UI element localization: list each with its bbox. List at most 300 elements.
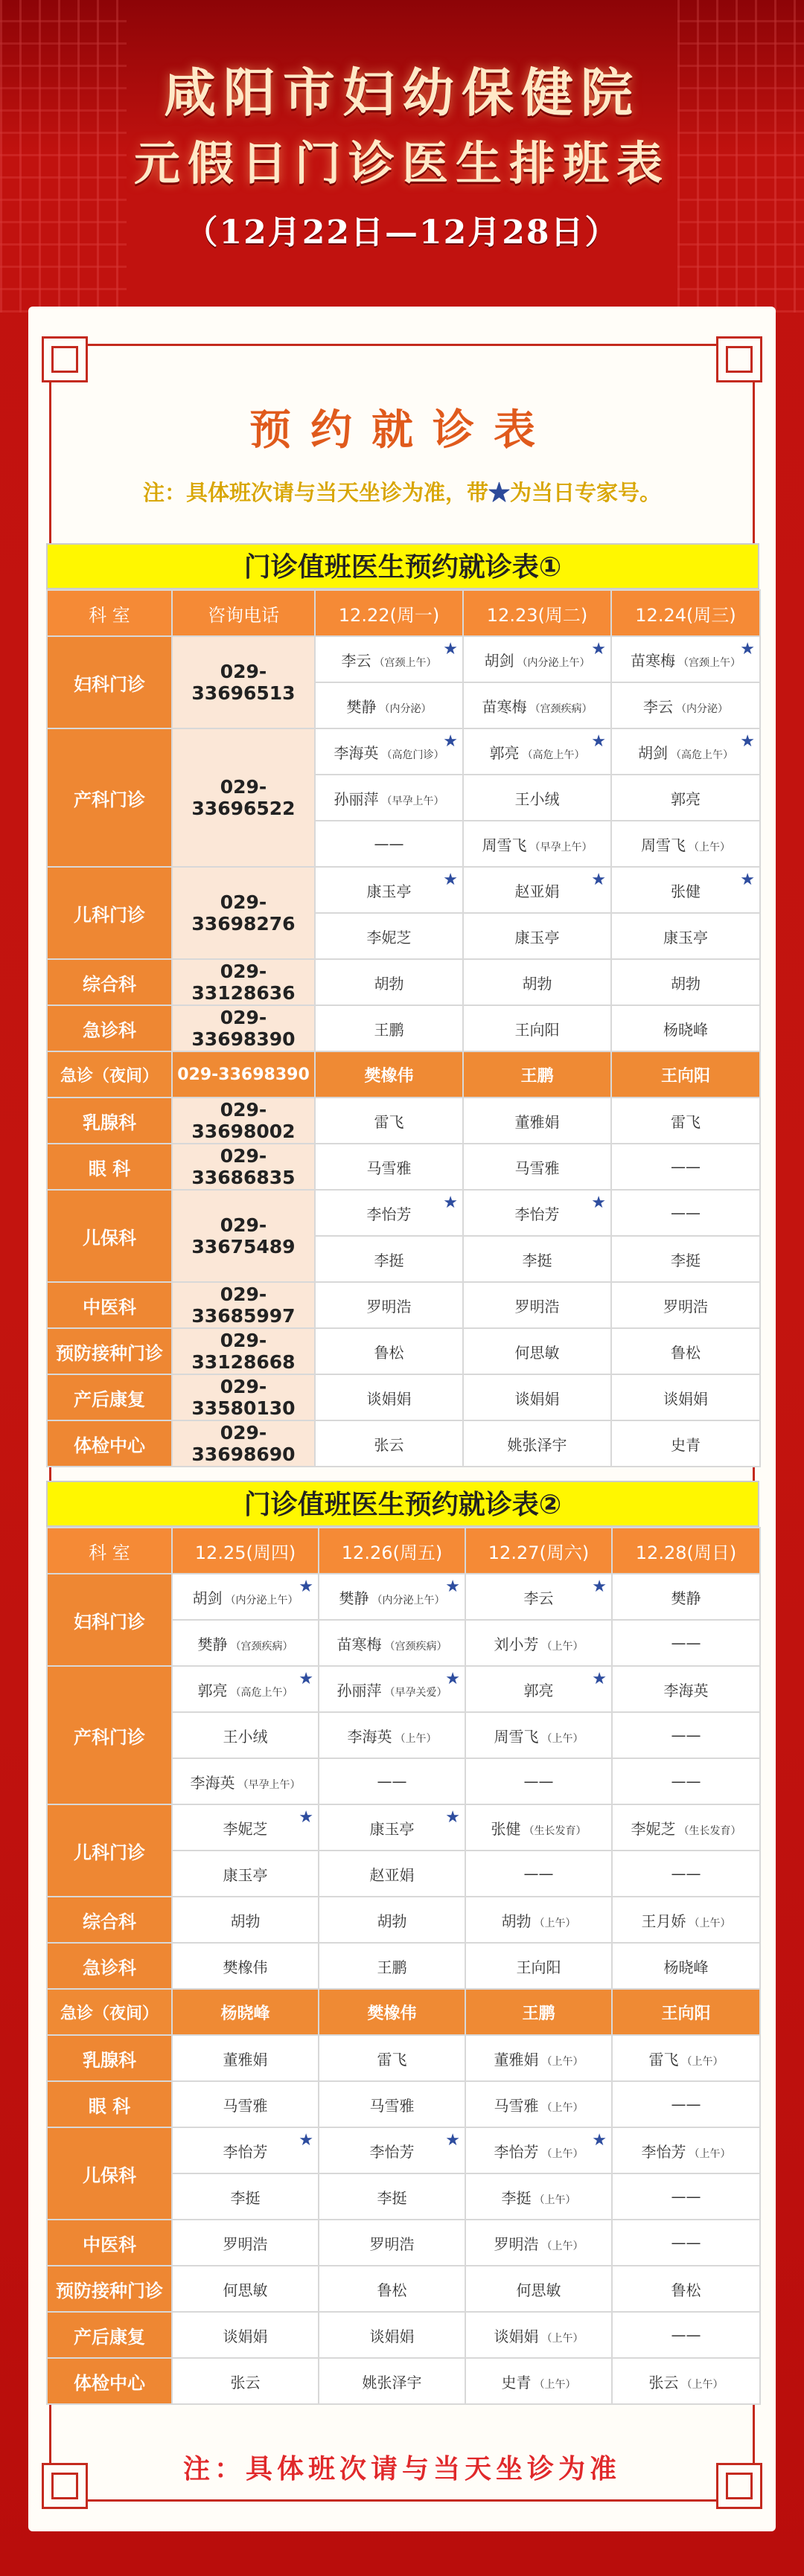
doctor-cell [315,1328,463,1374]
doctor-name: 杨晓峰 [663,1020,708,1039]
doctor-name: 何思敏 [516,2281,561,2299]
doctor-name: 雷飞 [377,2050,407,2069]
shift-note: （上午） [541,2055,584,2068]
doctor-name: 鲁松 [374,1343,404,1362]
doctor-name: 康玉亭 [663,928,708,946]
doctor-name: 苗寒梅 [336,1635,382,1653]
doctor-cell [463,913,611,959]
expert-star-icon: ★ [443,640,458,659]
doctor-cell [319,1804,465,1851]
doctor-name: —— [671,1204,701,1222]
doctor-cell [172,2312,319,2358]
doctor-name: 胡勃 [671,974,701,993]
doctor-name: 罗明浩 [494,2234,539,2253]
doctor-name: 周雪飞 [482,836,527,854]
doctor-cell [315,1098,463,1144]
doctor-name: 樊静 [671,1589,701,1607]
shift-note: （宫颈疾病） [384,1640,447,1653]
shift-note: （宫颈疾病） [529,702,593,715]
doctor-cell [319,1758,465,1804]
doctor-cell [463,636,611,682]
expert-star-icon: ★ [445,1670,460,1688]
doctor-cell [465,1758,612,1804]
doctor-name: 孙丽萍 [336,1681,382,1699]
doctor-name: 姚张泽宇 [507,1435,567,1454]
schedule-title: 元假日门诊医生排班表 [133,136,670,190]
table-row [47,728,760,775]
expert-star-icon: ★ [445,2131,460,2150]
doctor-name: 孙丽萍 [334,789,379,808]
department-cell: 眼 科 [47,1144,172,1190]
table-row [47,1005,760,1051]
doctor-cell [611,1144,760,1190]
schedule-table-2 [46,1481,759,2405]
phone-cell: 029-33128636 [172,959,315,1005]
shift-note: （上午） [541,1640,584,1653]
doctor-cell [172,1989,319,2035]
doctor-cell [463,1051,611,1098]
doctor-cell [463,1374,611,1420]
note-suffix: 为当日专家号。 [510,480,662,505]
doctor-cell [611,1282,760,1328]
doctor-name: 李妮芝 [366,928,412,946]
doctor-cell [612,1943,760,1989]
doctor-cell [319,2312,465,2358]
doctor-cell [611,775,760,821]
department-cell: 儿保科 [47,2127,172,2220]
doctor-name: 王月娇 [641,1912,686,1930]
doctor-name: —— [671,2095,701,2113]
shift-note: （上午） [534,2194,576,2206]
department-cell: 预防接种门诊 [47,1328,172,1374]
table-row [47,1374,760,1420]
doctor-cell [612,1897,760,1943]
doctor-name: 李怡芳 [494,2142,539,2161]
doctor-cell [319,1666,465,1712]
doctor-name: 王小绒 [223,1727,268,1746]
doctor-cell [319,2266,465,2312]
doctor-cell [319,2127,465,2173]
phone-cell: 029-33685997 [172,1282,315,1328]
doctor-cell [611,1236,760,1282]
column-header: 12.27(周六) [465,1528,612,1574]
shift-note: （生长发育） [678,1824,741,1837]
doctor-cell [612,2127,760,2173]
department-cell: 综合科 [47,1897,172,1943]
doctor-cell [611,1190,760,1236]
expert-star-icon: ★ [740,640,755,659]
doctor-cell [465,2081,612,2127]
column-header: 科 室 [47,590,172,636]
doctor-cell [465,1943,612,1989]
doctor-name: —— [671,2188,701,2205]
shift-note: （早孕关爱） [384,1686,447,1699]
doctor-name: —— [671,1726,701,1744]
doctor-name: 雷飞 [648,2050,679,2069]
phone-cell: 029-33698276 [172,867,315,959]
doctor-cell [463,1420,611,1467]
doctor-cell [463,1005,611,1051]
shift-note: （高危上午） [671,749,733,761]
department-cell: 中医科 [47,1282,172,1328]
doctor-name: 康玉亭 [514,928,560,946]
expert-star-icon: ★ [443,732,458,751]
table-row [47,959,760,1005]
doctor-cell [319,2173,465,2220]
doctor-cell [612,1989,760,2035]
expert-star-icon: ★ [591,732,606,751]
doctor-cell [315,1420,463,1467]
table-row [47,1943,760,1989]
frame-corner-ornament [42,336,88,382]
doctor-name: 王向阳 [661,2004,711,2023]
doctor-cell [315,1190,463,1236]
doctor-cell [172,1574,319,1620]
doctor-cell [612,1804,760,1851]
doctor-name: 马雪雅 [366,1159,412,1177]
doctor-cell [315,1282,463,1328]
department-cell: 急诊科 [47,1943,172,1989]
phone-cell: 029-33698002 [172,1098,315,1144]
doctor-name: —— [671,1772,701,1790]
department-cell: 中医科 [47,2220,172,2266]
column-header: 12.22(周一) [315,590,463,636]
doctor-name: 李海英 [190,1773,235,1792]
shift-note: （早孕上午） [381,795,444,807]
doctor-cell [463,867,611,913]
doctor-name: 樊橡伟 [367,2004,417,2023]
doctor-name: 李挺 [377,2188,407,2207]
doctor-cell [172,2081,319,2127]
doctor-cell [463,1328,611,1374]
department-cell: 乳腺科 [47,1098,172,1144]
phone-cell: 029-33580130 [172,1374,315,1420]
table-row [47,1574,760,1620]
doctor-cell [612,2266,760,2312]
doctor-name: 樊静 [346,697,377,716]
shift-note: （高危门诊） [381,749,444,761]
doctor-cell [172,2266,319,2312]
doctor-name: 胡勃 [374,974,404,993]
doctor-cell [319,2081,465,2127]
doctor-name: 李怡芳 [369,2142,415,2161]
doctor-name: 李海英 [663,1681,709,1699]
expert-star-icon: ★ [591,871,606,889]
doctor-name: 胡剑 [484,651,514,670]
department-cell: 产科门诊 [47,728,172,867]
doctor-name: 赵亚娟 [369,1865,415,1884]
table-row [47,2035,760,2081]
shift-note: （上午） [395,1732,437,1745]
doctor-cell [465,1712,612,1758]
frame-corner-ornament [716,336,762,382]
expert-star-icon: ★ [299,1670,313,1688]
doctor-cell [315,728,463,775]
doctor-name: 樊静 [339,1589,369,1607]
shift-note: （宫颈上午） [678,656,741,669]
doctor-cell [612,2081,760,2127]
department-cell: 产科门诊 [47,1666,172,1804]
expert-star-icon: ★ [592,2131,607,2150]
department-cell: 预防接种门诊 [47,2266,172,2312]
doctor-cell [465,1989,612,2035]
shift-note: （上午） [534,1917,576,1929]
doctor-name: 鲁松 [377,2281,407,2299]
shift-note: （上午） [681,2055,724,2068]
doctor-cell [465,1804,612,1851]
department-cell: 妇科门诊 [47,636,172,728]
expert-star-icon: ★ [591,1194,606,1212]
shift-note: （早孕上午） [529,841,593,853]
doctor-cell [315,1236,463,1282]
doctor-name: —— [374,835,404,853]
doctor-name: 刘小芳 [494,1635,539,1653]
doctor-name: 王小绒 [514,789,560,808]
doctor-cell [463,682,611,728]
doctor-name: 康玉亭 [369,1819,415,1838]
doctor-cell [465,1851,612,1897]
doctor-name: 周雪飞 [641,836,686,854]
department-cell: 体检中心 [47,2358,172,2404]
doctor-cell [611,1374,760,1420]
table-row [47,2220,760,2266]
doctor-cell [319,1989,465,2035]
column-header: 12.26(周五) [319,1528,465,1574]
doctor-cell [315,1005,463,1051]
expert-star-icon: ★ [740,871,755,889]
doctor-cell [319,1897,465,1943]
doctor-name: 苗寒梅 [631,651,675,670]
doctor-name: —— [523,1865,554,1883]
doctor-cell [465,1620,612,1666]
schedule-table-1 [46,543,759,1467]
doctor-cell [611,1420,760,1467]
department-cell: 急诊（夜间） [47,1051,172,1098]
doctor-cell [463,1144,611,1190]
shift-note: （生长发育） [523,1824,587,1837]
column-header: 咨询电话 [172,590,315,636]
panel-subtitle: 预约就诊表 [249,406,555,455]
shift-note: （上午） [541,2332,584,2345]
doctor-cell [463,1190,611,1236]
doctor-cell [172,2358,319,2404]
doctor-cell [465,2173,612,2220]
doctor-cell [315,913,463,959]
doctor-cell [319,1943,465,1989]
doctor-name: 董雅娟 [223,2050,268,2069]
doctor-name: 雷飞 [671,1112,701,1131]
doctor-cell [612,1851,760,1897]
doctor-cell [172,1758,319,1804]
doctor-name: 胡勃 [501,1912,532,1930]
doctor-cell [465,2035,612,2081]
doctor-cell [611,1051,760,1098]
doctor-name: 李云 [523,1589,554,1607]
doctor-name: 罗明浩 [514,1297,560,1316]
doctor-cell [612,1666,760,1712]
table-row [47,1144,760,1190]
doctor-cell [172,1620,319,1666]
doctor-cell [315,1144,463,1190]
doctor-name: 王鹏 [520,1066,554,1086]
doctor-cell [319,1712,465,1758]
shift-note: （内分泌） [676,702,728,715]
phone-cell: 029-33698390 [172,1005,315,1051]
doctor-cell [465,2127,612,2173]
date-range: （12月22日—12月28日） [185,214,619,251]
doctor-cell [172,1943,319,1989]
shift-note: （上午） [689,2147,731,2160]
doctor-name: 张云 [648,2373,679,2391]
doctor-name: 周雪飞 [494,1727,539,1746]
doctor-name: 李挺 [501,2188,532,2207]
doctor-cell [611,867,760,913]
doctor-name: —— [671,2326,701,2344]
shift-note: （高危上午） [522,749,585,761]
doctor-cell [315,821,463,867]
doctor-name: 李海英 [334,743,379,762]
doctor-name: 罗明浩 [663,1297,708,1316]
doctor-name: 马雪雅 [223,2096,268,2115]
table-row [47,2266,760,2312]
shift-note: （宫颈疾病） [230,1640,293,1653]
doctor-name: 李妮芝 [223,1819,268,1838]
doctor-cell [611,636,760,682]
doctor-cell [612,1712,760,1758]
doctor-cell [612,1620,760,1666]
doctor-name: 郭亮 [197,1681,228,1699]
doctor-cell [611,913,760,959]
table-1-title: 门诊值班医生预约就诊表① [46,543,759,589]
doctor-cell [319,1574,465,1620]
doctor-name: 李海英 [347,1727,392,1746]
doctor-cell [463,959,611,1005]
doctor-name: 谈娟娟 [223,2327,268,2345]
table-2-grid [46,1527,761,2405]
doctor-name: 李挺 [230,2188,261,2207]
department-cell: 产后康复 [47,1374,172,1420]
table-row [47,1666,760,1712]
doctor-cell [612,1758,760,1804]
department-cell: 体检中心 [47,1420,172,1467]
doctor-cell [611,821,760,867]
shift-note: （上午） [541,2101,584,2114]
doctor-cell [465,1897,612,1943]
doctor-name: 李妮芝 [631,1819,676,1838]
doctor-name: 张云 [230,2373,261,2391]
doctor-name: 谈娟娟 [366,1389,412,1408]
expert-star-icon: ★ [299,2131,313,2150]
doctor-name: 罗明浩 [223,2234,268,2253]
doctor-name: 苗寒梅 [482,697,527,716]
doctor-cell [612,2035,760,2081]
expert-star-icon: ★ [591,640,606,659]
phone-cell: 029-33698690 [172,1420,315,1467]
doctor-name: 胡勃 [230,1912,261,1930]
doctor-name: 谈娟娟 [494,2327,539,2345]
table-row [47,1282,760,1328]
department-cell: 综合科 [47,959,172,1005]
doctor-name: 马雪雅 [514,1159,560,1177]
doctor-cell [611,959,760,1005]
doctor-name: 鲁松 [671,1343,701,1362]
doctor-cell [315,775,463,821]
doctor-name: 王鹏 [522,2004,555,2023]
doctor-name: 李挺 [522,1251,552,1269]
doctor-name: 郭亮 [523,1681,554,1699]
note-prefix: 注：具体班次请与当天坐诊为准，带 [142,480,488,505]
table-row [47,1989,760,2035]
bottom-note: 注：具体班次请与当天坐诊为准 [182,2453,621,2484]
column-header: 12.23(周二) [463,590,611,636]
expert-star-icon: ★ [299,1577,313,1596]
doctor-cell [319,1620,465,1666]
table-row [47,1190,760,1236]
doctor-name: 何思敏 [223,2281,268,2299]
doctor-cell [463,1236,611,1282]
doctor-cell [465,2266,612,2312]
doctor-name: 马雪雅 [494,2096,539,2115]
doctor-name: 康玉亭 [223,1865,268,1884]
shift-note: （上午） [541,2147,584,2160]
shift-note: （上午） [541,1732,584,1745]
doctor-name: —— [377,1772,407,1790]
phone-cell: 029-33698390 [172,1051,315,1098]
department-cell: 妇科门诊 [47,1574,172,1666]
table-row [47,867,760,913]
doctor-name: 胡剑 [192,1589,223,1607]
shift-note: （内分泌上午） [517,656,590,669]
phone-cell: 029-33128668 [172,1328,315,1374]
doctor-cell [172,1712,319,1758]
doctor-name: 杨晓峰 [220,2004,270,2023]
doctor-name: 张健 [491,1819,521,1838]
doctor-cell [315,1374,463,1420]
doctor-name: 李云 [643,697,673,716]
doctor-name: 康玉亭 [366,882,412,900]
doctor-name: 史青 [671,1435,701,1454]
doctor-cell [315,682,463,728]
shift-note: （上午） [681,2378,724,2391]
department-cell: 儿科门诊 [47,1804,172,1897]
doctor-cell [172,1666,319,1712]
header-banner [0,0,804,313]
doctor-cell [319,2035,465,2081]
doctor-cell [315,636,463,682]
doctor-cell [611,1328,760,1374]
doctor-cell [463,1282,611,1328]
doctor-name: 何思敏 [514,1343,560,1362]
doctor-cell [463,728,611,775]
table-1-grid [46,589,761,1467]
doctor-name: 李怡芳 [514,1205,560,1223]
doctor-name: —— [671,1158,701,1176]
table-row [47,1051,760,1098]
shift-note: （上午） [534,2378,576,2391]
column-header: 科 室 [47,1528,172,1574]
doctor-name: 李挺 [374,1251,404,1269]
schedule-panel [28,307,776,2531]
table-row [47,2312,760,2358]
doctor-cell [172,1851,319,1897]
phone-cell: 029-33696522 [172,728,315,867]
column-header: 12.28(周日) [612,1528,760,1574]
column-header: 12.25(周四) [172,1528,319,1574]
doctor-cell [319,1851,465,1897]
doctor-cell [611,1005,760,1051]
doctor-name: —— [671,2234,701,2252]
doctor-cell [612,2220,760,2266]
